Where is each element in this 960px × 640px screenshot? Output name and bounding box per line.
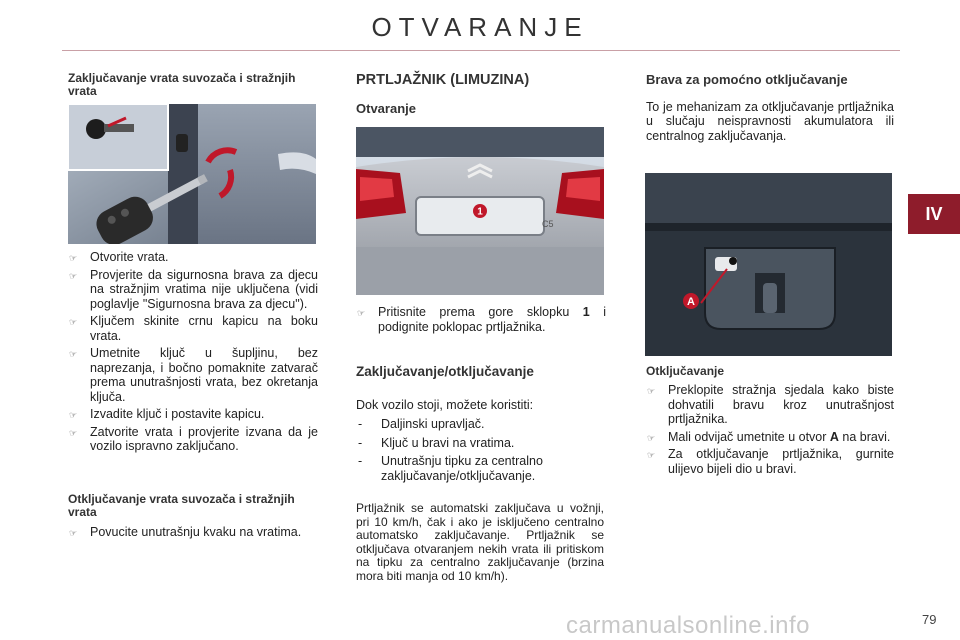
list-item: - Ključ u bravi na vratima. <box>358 435 515 450</box>
page-title: OTVARANJE <box>371 12 589 42</box>
left-heading-locking: Zaključavanje vrata suvozača i stražnjih vrata <box>68 71 296 98</box>
hand-pointer-icon: ☞ <box>69 253 78 263</box>
lock-intro: Dok vozilo stoji, možete koristiti: <box>356 397 534 412</box>
list-item: ☞ Izvadite ključ i postavite kapicu. <box>69 407 265 421</box>
section-heading-backup-lock: Brava za pomoćno otključavanje <box>646 72 848 87</box>
backup-lock-paragraph: To je mehanizam za otključavanje prtljažnika u slučaju neispravnosti akumulatora ili centralnog zaključavanja. <box>646 99 894 143</box>
hand-pointer-icon: ☞ <box>647 450 656 460</box>
hand-pointer-icon: ☞ <box>69 317 78 327</box>
subheading-opening: Otvaranje <box>356 100 416 116</box>
door-lock-key-image <box>68 104 316 244</box>
trunk-lock-image <box>645 173 892 356</box>
chapter-tab[interactable]: IV <box>908 194 960 234</box>
list-item: - Daljinski upravljač. <box>358 417 485 431</box>
subheading-lock-unlock: Zaključavanje/otključavanje <box>356 364 534 379</box>
hand-pointer-icon: ☞ <box>69 528 78 538</box>
hand-pointer-icon: ☞ <box>69 349 78 359</box>
list-item: ☞ Umetnite ključ u šupljinu, bez naprezanja, i bočno pomaknite zatvarač prema unutrašnjosti vrata, bez okretanja ključa. <box>69 346 318 404</box>
left-unlock-section <box>68 493 318 543</box>
section-heading-trunk: PRTLJAŽNIK (LIMUZINA) <box>356 72 530 88</box>
middle-open-step <box>356 305 606 337</box>
list-item: - Unutrašnju tipku za centralno zaključavanje/otključavanje. <box>358 454 543 483</box>
car-badge: C5 <box>542 219 554 229</box>
left-column <box>68 72 318 98</box>
list-item: ☞ Pritisnite prema gore sklopku 1 i podignite poklopac prtljažnika. <box>357 305 607 334</box>
list-item: ☞ Za otključavanje prtljažnika, gurnite ulijevo bijeli dio u bravi. <box>647 447 894 476</box>
list-item: ☞ Zatvorite vrata i provjerite izvana da je vozilo ispravno zaključano. <box>69 424 318 453</box>
marker-1-label: 1 <box>477 206 483 218</box>
hand-pointer-icon: ☞ <box>69 410 78 420</box>
subheading-unlocking: Otključavanje <box>646 364 725 378</box>
hand-pointer-icon: ☞ <box>647 386 656 396</box>
list-item: ☞ Preklopite stražnja sjedala kako biste dohvatili bravu kroz unutrašnjost prtljažnika. <box>647 383 894 426</box>
hand-pointer-icon: ☞ <box>69 427 78 438</box>
hand-pointer-icon: ☞ <box>69 270 78 281</box>
trunk-rear-image <box>356 127 604 295</box>
hand-pointer-icon: ☞ <box>647 432 656 443</box>
list-item: ☞ Provjerite da sigurnosna brava za djecu na stražnjim vratima nije uključena (vidi poglavlje "Sigurnosna brava za djecu"). <box>69 267 318 311</box>
auto-lock-paragraph: Prtljažnik se automatski zaključava u vožnji, pri 10 km/h, čak i ako je isključeno centralno automatsko zaključavanje. Prtljažnik se otključava otvaranjem nekih vrata ili pritiskom na tipku za centralno zaključavanje (brzina mora biti manja od 10 km/h). <box>356 501 604 583</box>
middle-header <box>356 73 606 116</box>
hand-pointer-icon: ☞ <box>357 308 366 318</box>
right-header <box>646 73 894 143</box>
list-item: ☞ Povucite unutrašnju kvaku na vratima. <box>69 525 302 539</box>
left-steps <box>68 250 318 457</box>
list-item: ☞ Mali odvijač umetnite u otvor A na bravi. <box>647 429 891 444</box>
title-divider <box>62 50 900 51</box>
list-item: ☞ Otvorite vrata. <box>69 250 169 264</box>
marker-a-label: A <box>687 296 695 308</box>
watermark: carmanualsonline.info <box>566 612 810 639</box>
list-item: ☞ Ključem skinite crnu kapicu na boku vrata. <box>69 314 318 343</box>
left-heading-unlocking: Otključavanje vrata suvozača i stražnjih vrata <box>68 492 295 519</box>
page-number: 79 <box>922 612 937 627</box>
right-unlock-section <box>646 365 894 479</box>
middle-lock-section <box>356 365 606 487</box>
